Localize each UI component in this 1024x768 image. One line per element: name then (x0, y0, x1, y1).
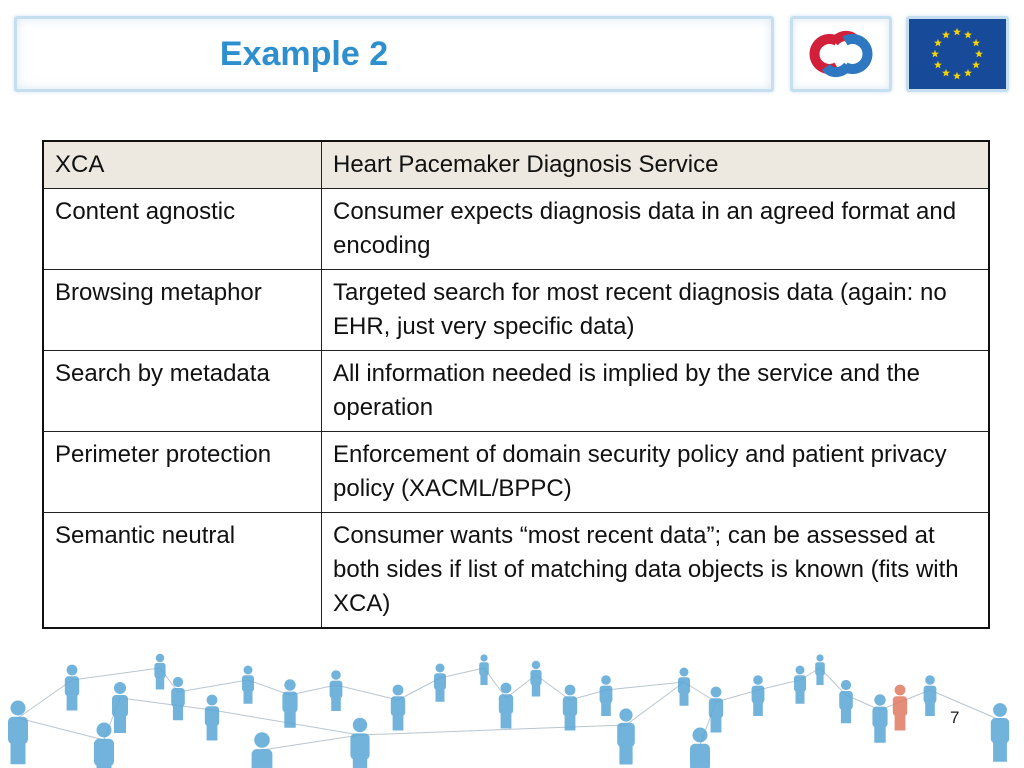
person-icon (872, 694, 887, 742)
table-header-cell: Heart Pacemaker Diagnosis Service (322, 141, 990, 189)
person-icon (350, 718, 369, 768)
network-link (440, 668, 484, 678)
person-icon (600, 675, 613, 716)
people-network-decoration (0, 630, 1024, 768)
title-box (14, 16, 774, 92)
eu-star-icon (942, 69, 950, 77)
interlocking-rings-icon (793, 19, 889, 89)
eu-star-icon (942, 31, 950, 39)
eu-star-icon (972, 39, 980, 47)
eu-flag (906, 16, 1009, 92)
network-link (18, 718, 104, 740)
person-icon (479, 654, 489, 685)
eu-star-icon (964, 69, 972, 77)
person-icon (690, 728, 710, 768)
table-header-row (43, 141, 989, 189)
person-icon (499, 683, 513, 729)
table-cell-description: Targeted search for most recent diagnosis data (again: no EHR, just very specific data) (322, 270, 990, 351)
table-cell-description: Enforcement of domain security policy and patient privacy policy (XACML/BPPC) (322, 432, 990, 513)
person-icon (991, 703, 1009, 762)
person-icon (205, 695, 219, 741)
person-icon (530, 661, 541, 697)
person-icon (752, 675, 765, 716)
table-cell-property: Browsing metaphor (43, 270, 322, 351)
eu-star-icon (964, 31, 972, 39)
table-row (43, 270, 989, 351)
person-icon (154, 654, 165, 690)
table-row (43, 432, 989, 513)
eu-star-icon (953, 28, 961, 36)
network-link (336, 685, 398, 700)
table-cell-property: Perimeter protection (43, 432, 322, 513)
person-icon (678, 668, 690, 706)
table-cell-property: Content agnostic (43, 189, 322, 270)
table-header-cell: XCA (43, 141, 322, 189)
eu-star-icon (975, 50, 983, 58)
network-link (626, 682, 684, 725)
network-link (18, 680, 72, 718)
network-link (120, 698, 212, 710)
person-icon (112, 682, 128, 733)
network-link (178, 680, 248, 692)
person-icon (924, 675, 937, 716)
eu-star-icon (934, 39, 942, 47)
slide-title: Example 2 (219, 34, 389, 73)
table-row (43, 351, 989, 432)
network-link (72, 668, 160, 680)
person-icon (563, 685, 577, 731)
table-cell-description: All information needed is implied by the service and the operation (322, 351, 990, 432)
person-icon (94, 723, 114, 768)
person-icon (794, 666, 806, 704)
table-cell-description: Consumer wants “most recent data”; can be assessed at both sides if list of matching data objects is known (fits with XCA) (322, 513, 990, 629)
network-link (930, 690, 1000, 720)
eu-star-icon (934, 61, 942, 69)
person-icon (839, 680, 853, 723)
person-icon (330, 670, 343, 711)
network-link (262, 735, 360, 750)
person-icon (815, 654, 825, 685)
eu-star-icon (953, 72, 961, 80)
person-icon (242, 666, 254, 704)
table-cell-description: Consumer expects diagnosis data in an agreed format and encoding (322, 189, 990, 270)
eu-star-icon (931, 50, 939, 58)
person-icon (434, 664, 446, 702)
table-cell-property: Search by metadata (43, 351, 322, 432)
person-icon (617, 708, 635, 764)
person-icon (391, 685, 405, 731)
table-row (43, 189, 989, 270)
person-icon (171, 677, 185, 720)
network-link (606, 682, 684, 690)
person-icon (252, 732, 273, 768)
person-icon (65, 665, 79, 711)
person-icon (8, 701, 28, 765)
table-row (43, 513, 989, 629)
network-link (398, 678, 440, 700)
page-number: 7 (950, 708, 960, 727)
comparison-table (42, 140, 990, 629)
person-icon (893, 685, 907, 731)
table-cell-property: Semantic neutral (43, 513, 322, 629)
person-icon (282, 679, 297, 727)
eu-star-icon (972, 61, 980, 69)
eu-stars-icon (909, 19, 1006, 89)
person-icon (709, 687, 723, 733)
partner-logo (790, 16, 892, 92)
